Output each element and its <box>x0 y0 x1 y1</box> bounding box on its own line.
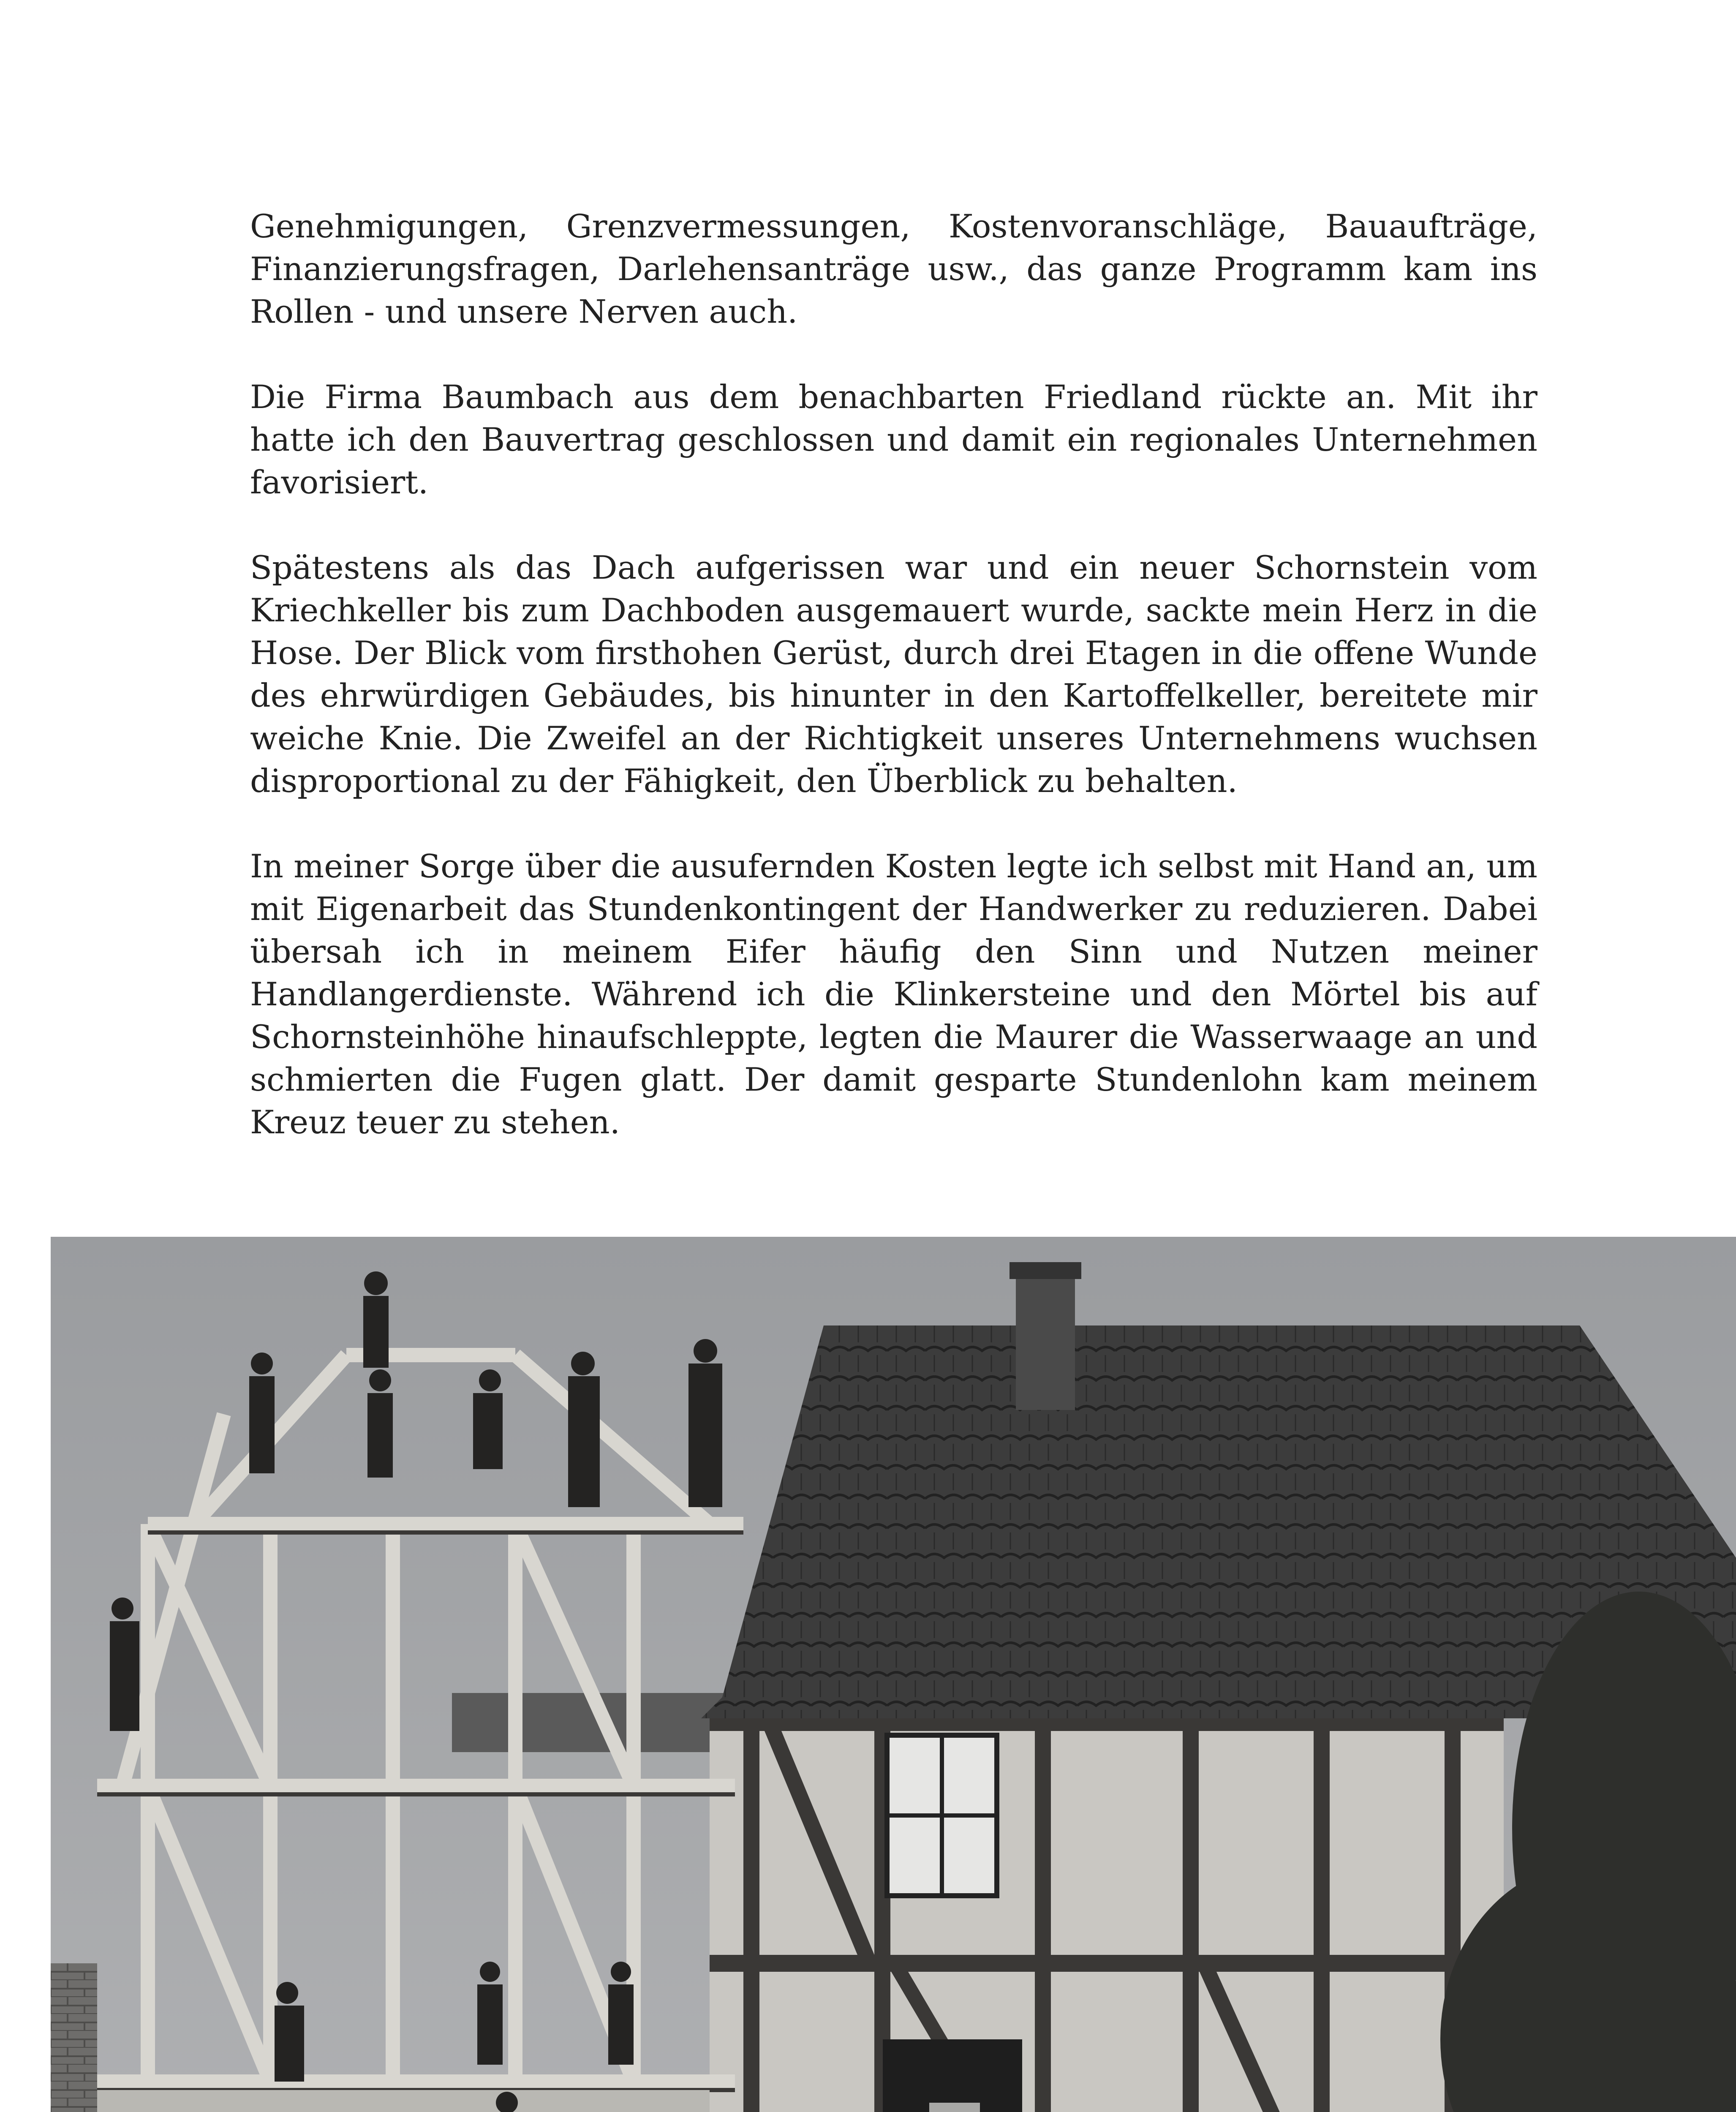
house-construction-illustration <box>51 1237 1736 2112</box>
chimney <box>1016 1262 1075 1410</box>
paragraph-3: Spätestens als das Dach aufgerissen war und ein neuer Schornstein vom Kriechkeller bis zum Dachboden ausgemauert wurde, sackte mein Herz in die Hose. Der Blick vom firsthohen Gerüst, durch drei Etagen in die offene Wunde des ehrwürdigen Gebäudes, bis hinunter in den Kartoffelkeller, bereitete mir weiche Knie. Die Zweifel an der Richtigkeit unseres Unternehmens wuchsen disproportional zu der Fähigkeit, den Überblick zu behalten. <box>250 549 1537 800</box>
door-opening <box>883 2039 1022 2112</box>
paragraph-2: Die Firma Baumbach aus dem benachbarten Friedland rückte an. Mit ihr hatte ich den Bauvertrag geschlossen und damit ein regionales Unternehmen favorisiert. <box>250 378 1537 501</box>
historic-photo <box>51 1237 1736 2112</box>
inner-window <box>929 2103 980 2112</box>
paragraph-1: Genehmigungen, Grenzvermessungen, Kostenvoranschläge, Bauaufträge, Finanzierungsfragen, Darlehensanträge usw., das ganze Programm kam ins Rollen - und unsere Nerven auch. <box>250 207 1537 330</box>
half-timbered-wall <box>710 1718 1504 2112</box>
chimney-cap <box>1009 1262 1081 1279</box>
left-brick-wall <box>51 1963 97 2112</box>
stone-foundation <box>97 2090 710 2112</box>
body-text <box>250 205 1537 1143</box>
paragraph-4: In meiner Sorge über die ausufernden Kosten legte ich selbst mit Hand an, um mit Eigenarbeit das Stundenkontingent der Handwerker zu reduzieren. Dabei übersah ich in meinem Eifer häufig den Sinn und Nutzen meiner Handlangerdienste. Während ich die Klinkersteine und den Mörtel bis auf Schornsteinhöhe hinaufschleppte, legten die Maurer die Wasserwaage an und schmierten die Fugen glatt. Der damit gesparte Stundenlohn kam meinem Kreuz teuer zu stehen. <box>250 847 1537 1141</box>
